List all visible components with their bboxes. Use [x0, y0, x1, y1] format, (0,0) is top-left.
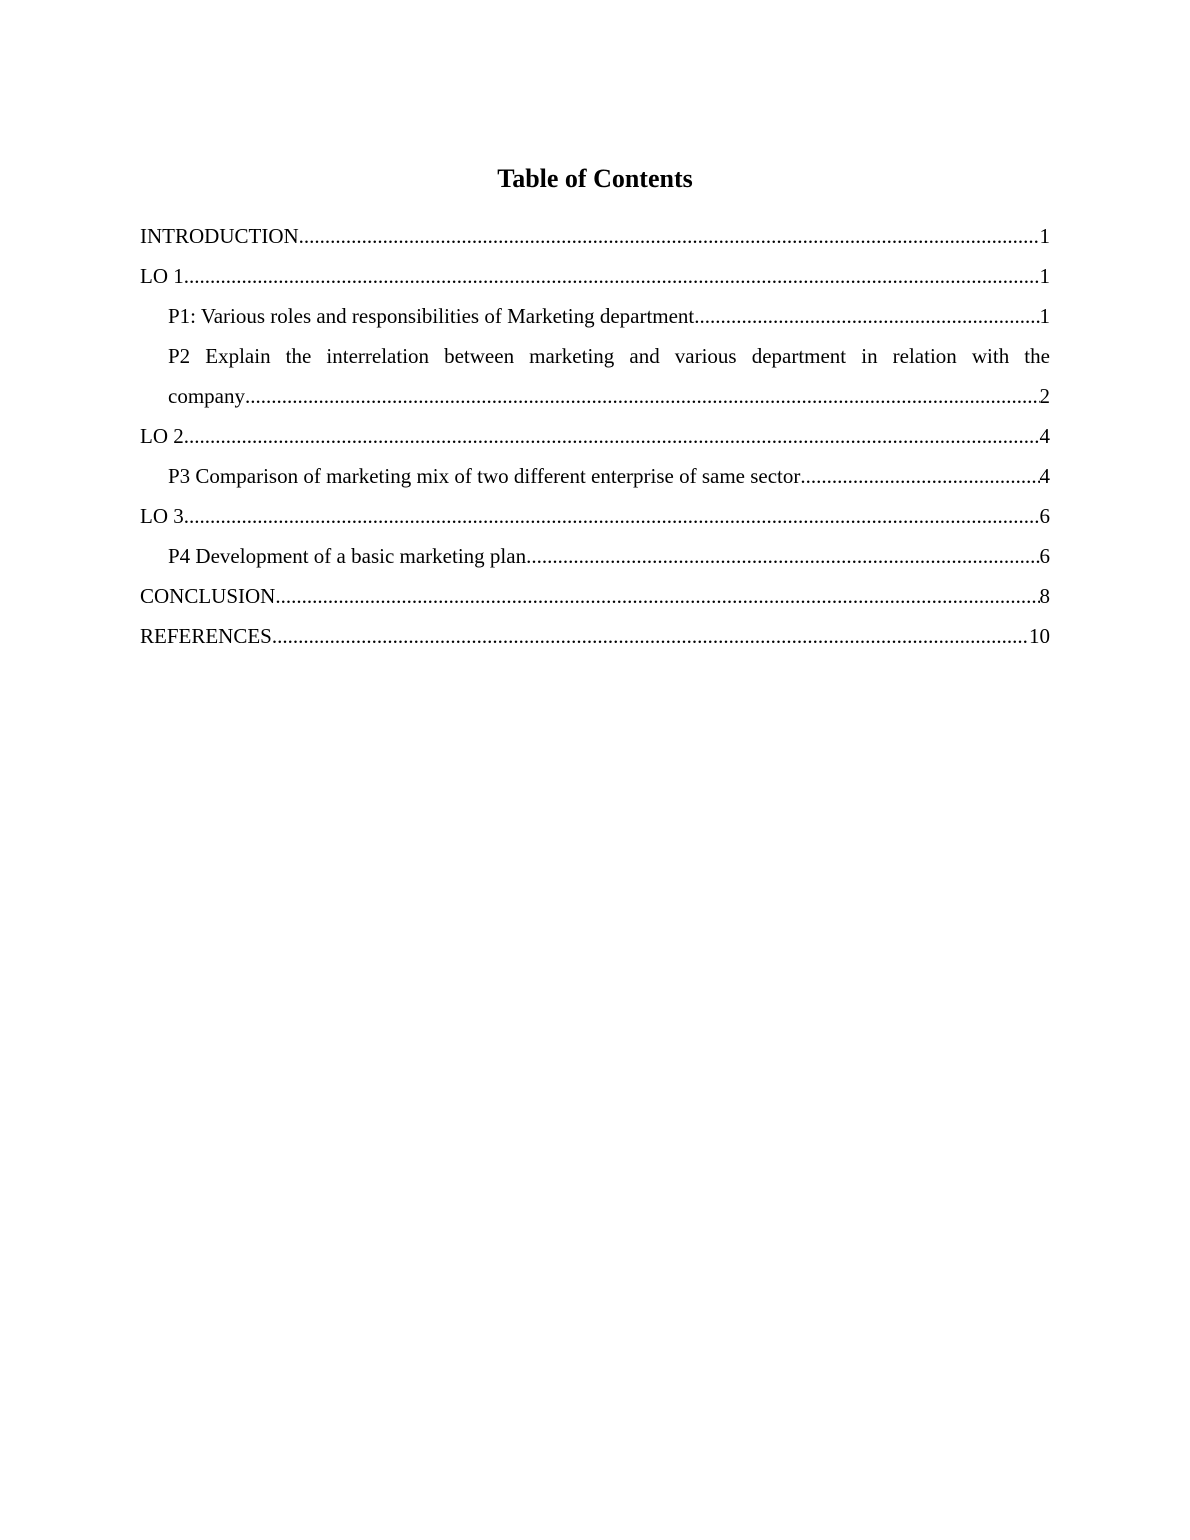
toc-page-number: 1	[1039, 304, 1050, 328]
toc-entry-text: P4 Development of a basic marketing plan	[168, 544, 527, 568]
toc-word: and	[629, 344, 660, 368]
toc-word: P2	[168, 344, 191, 368]
toc-word: with	[971, 344, 1010, 368]
toc-word: the	[1024, 344, 1050, 368]
toc-page-number: 1	[1039, 224, 1050, 248]
toc-leader-dots	[184, 416, 1040, 456]
toc-word: department	[751, 344, 847, 368]
toc-entry-text: P1: Various roles and responsibilities of Marketing department	[168, 304, 695, 328]
toc-entry-text: CONCLUSION	[140, 584, 276, 608]
toc-page-number: 8	[1039, 584, 1050, 608]
toc-entry-lo3[interactable]	[140, 496, 1050, 536]
toc-entry-text: LO 3	[140, 504, 184, 528]
toc-word: interrelation	[326, 344, 430, 368]
toc-entry-p2[interactable]	[140, 336, 1050, 416]
toc-entry-introduction[interactable]	[140, 216, 1050, 256]
toc-entry-lo2[interactable]	[140, 416, 1050, 456]
toc-page-number: 6	[1039, 544, 1050, 568]
toc-leader-dots	[245, 376, 1040, 416]
toc-page-number: 6	[1039, 504, 1050, 528]
toc-page-number: 4	[1039, 464, 1050, 488]
toc-entry-p1[interactable]	[140, 296, 1050, 336]
toc-title: Table of Contents	[497, 164, 693, 193]
toc-entry-text: LO 1	[140, 264, 184, 288]
toc-page-number: 10	[1029, 624, 1050, 648]
toc-word: various	[674, 344, 737, 368]
toc-leader-dots	[184, 256, 1040, 296]
toc-word: Explain	[205, 344, 271, 368]
toc-word: relation	[892, 344, 957, 368]
toc-entry-p3[interactable]	[140, 456, 1050, 496]
toc-entry-references[interactable]	[140, 616, 1050, 656]
toc-leader-dots	[800, 456, 1039, 496]
toc-page-number: 1	[1039, 264, 1050, 288]
toc-leader-dots	[694, 296, 1039, 336]
toc-entry-conclusion[interactable]	[140, 576, 1050, 616]
toc-page-number: 4	[1039, 424, 1050, 448]
toc-word: between	[444, 344, 515, 368]
toc-leader-dots	[272, 616, 1029, 656]
toc-entry-text: LO 2	[140, 424, 184, 448]
toc-leader-dots	[184, 496, 1040, 536]
toc-entry-p4[interactable]	[140, 536, 1050, 576]
toc-word: in	[861, 344, 878, 368]
toc-word: the	[285, 344, 312, 368]
toc-leader-dots	[299, 216, 1040, 256]
toc-entry-text-line1	[168, 336, 1050, 376]
toc-entry-text-line2: company	[168, 384, 245, 408]
toc-leader-dots	[275, 576, 1039, 616]
toc-entry-text: P3 Comparison of marketing mix of two different enterprise of same sector	[168, 464, 801, 488]
toc-leader-dots	[526, 536, 1039, 576]
toc-page-number: 2	[1039, 384, 1050, 408]
toc-entry-text: REFERENCES	[140, 624, 272, 648]
toc-word: marketing	[529, 344, 615, 368]
toc-list	[140, 216, 1050, 656]
toc-entry-text: INTRODUCTION	[140, 224, 299, 248]
toc-entry-lo1[interactable]	[140, 256, 1050, 296]
